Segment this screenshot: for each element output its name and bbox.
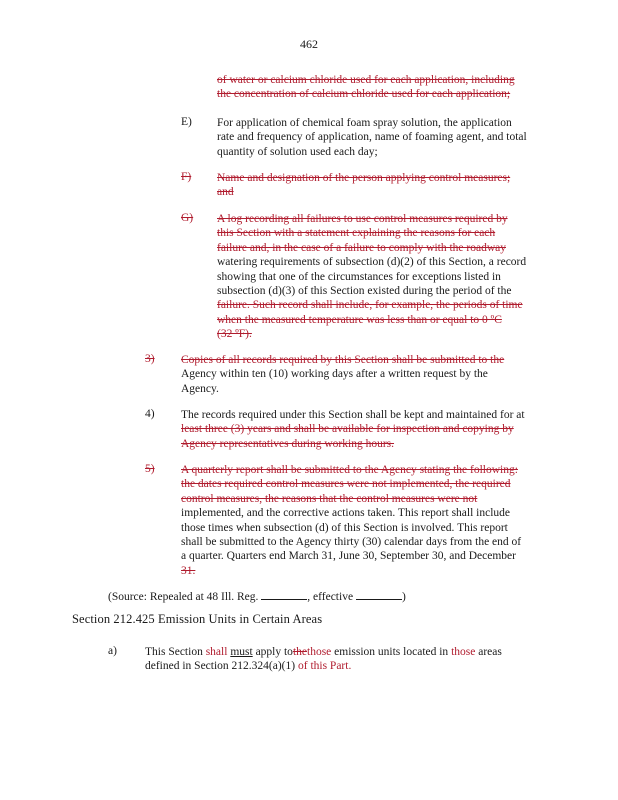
item-e-text: For application of chemical foam spray solution, the application rate and frequency of application, name of foaming agent, and total quantity of solution used each day; [217, 117, 527, 158]
item-3-text: Copies of all records required by this Section shall be submitted to the Agency within ten (10) working days after a written request by the Agency. [181, 354, 505, 395]
item-label-e: E) [181, 116, 192, 128]
date-blank [261, 589, 307, 600]
item-5-text: A quarterly report shall be submitted to the Agency stating the following: the dates required control measures were not implemented, the required control measures, the reasons that the control measures were not implemented, and the corrective actions taken. This report shall include those times when subsection (d) of this Section is involved. This report shall be submitted to the Agency thirty (30) calendar days from the end of a quarter. Quarters end March 31, June 30, September 30, and December 31. [181, 464, 522, 577]
section-heading: Section 212.425 Emission Units in Certain Areas [72, 612, 323, 626]
item-label-4: 4) [145, 408, 155, 420]
item-f-text: Name and designation of the person applying control measures; and [217, 172, 511, 199]
item-g-text: A log recording all failures to use control measures required by this Section with a statement explaining the reasons for each failure and, in the case of a failure to comply with the roadway watering requirements of subsection (d)(2) of this Section, a record showing that one of the circumstances for exceptions listed in subsection (d)(3) of this Section existed during the period of the failure. Such record shall include, for example, the periods of time when the measured temperature was less than or equal to 0 ºC (32 ºF). [217, 213, 527, 341]
item-label-g: G) [181, 212, 194, 224]
page-number: 462 [300, 37, 318, 51]
item-a-text: This Section shall must apply tothethose emission units located in those areas defined in Section 212.324(a)(1) of this Part. [145, 646, 502, 673]
item-label-f: F) [181, 171, 192, 183]
item-4-text: The records required under this Section shall be kept and maintained for at least three (3) years and shall be available for inspection and copying by Agency representatives during working hours. [181, 409, 525, 450]
item-label-a: a) [108, 645, 117, 657]
source-note: (Source: Repealed at 48 Ill. Reg. , effective ) [108, 591, 406, 603]
date-blank [356, 589, 402, 600]
item-label-3: 3) [145, 353, 155, 365]
deleted-text-block: of water or calcium chloride used for each application, including the concentration of calcium chloride used for each application; [217, 74, 515, 101]
item-label-5: 5) [145, 463, 155, 475]
